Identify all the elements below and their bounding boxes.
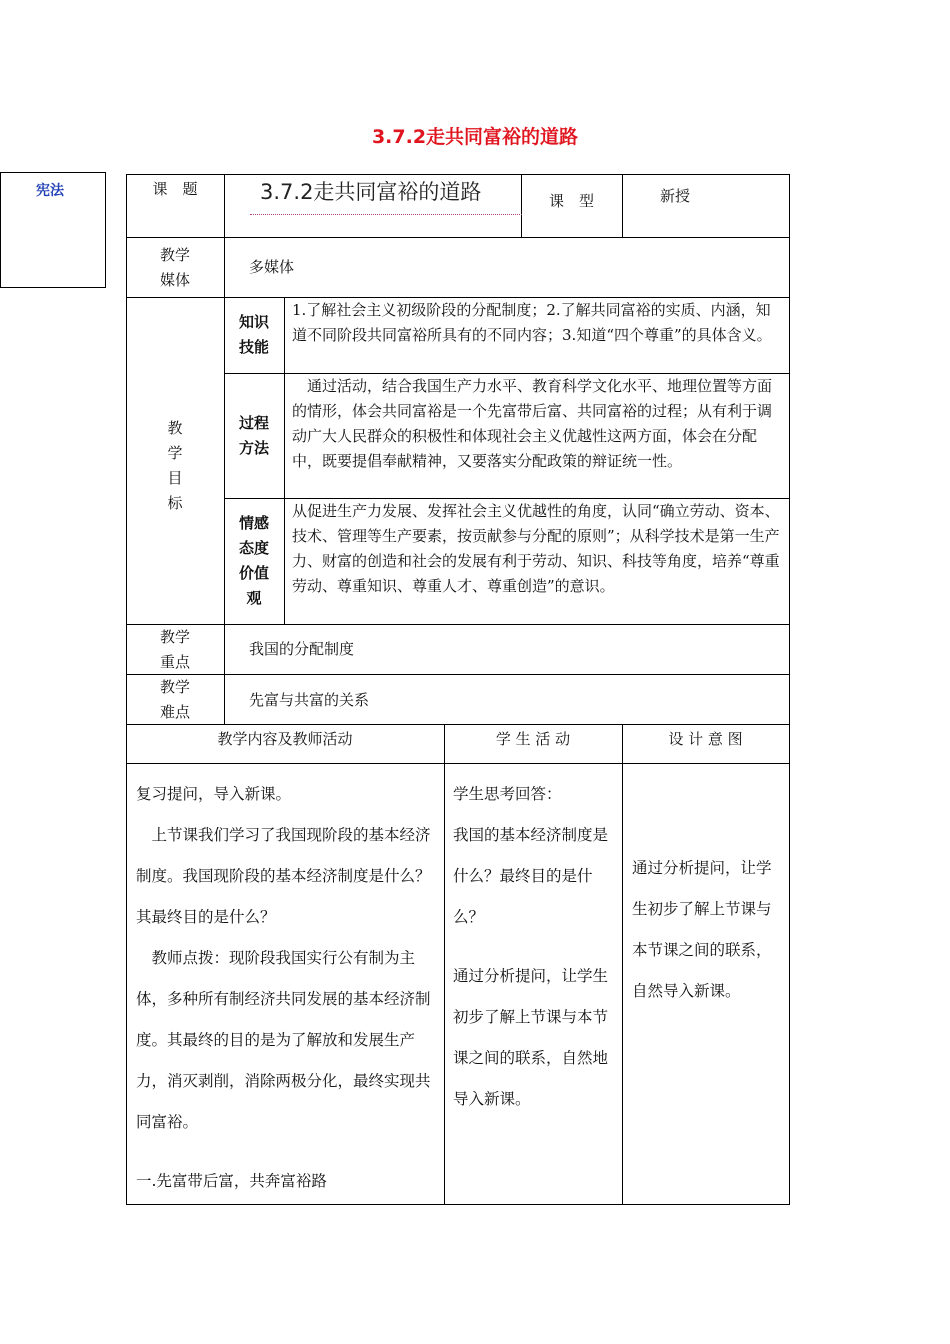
- emotion-text: 从促进生产力发展、发挥社会主义优越性的角度，认同“确立劳动、资本、技术、管理等生产要素，按贡献参与分配的原则”；从科学技术是第一生产力、财富的创造和社会的发展有利于劳动、知识、科技等角度，培养“尊重劳动、尊重知识、尊重人才、尊重创造”的意识。: [292, 502, 780, 595]
- lesson-type-value: 新授: [660, 187, 691, 205]
- design-content: [632, 848, 782, 1012]
- media-value: 多媒体: [249, 258, 295, 276]
- media-label: 教学 媒体: [159, 246, 190, 289]
- student-p3: 通过分析提问，让学生初步了解上节课与本节课之间的联系，自然地导入新课。: [453, 967, 609, 1108]
- side-label-box: [0, 172, 106, 288]
- emotion-label: 情感 态度 价值 观: [238, 514, 269, 607]
- knowledge-text: 1.了解社会主义初级阶段的分配制度；2.了解共同富裕的实质、内涵，知道不同阶段共同富裕所具有的不同内容；3.知道“四个尊重”的具体含义。: [292, 301, 772, 344]
- header-teacher: 教学内容及教师活动: [217, 730, 353, 748]
- side-label: 宪法: [36, 183, 64, 199]
- page-title: 3.7.2走共同富裕的道路: [371, 126, 579, 148]
- teacher-p4: 一.先富带后富，共奔富裕路: [136, 1172, 327, 1190]
- teacher-p3: 教师点拨：现阶段我国实行公有制为主体，多种所有制经济共同发展的基本经济制度。其最终的目的是为了解放和发展生产力，消灭剥削，消除两极分化，最终实现共同富裕。: [136, 949, 431, 1131]
- header-design: 设 计 意 图: [668, 730, 743, 748]
- teacher-p2: 上节课我们学习了我国现阶段的基本经济制度。我国现阶段的基本经济制度是什么？其最终目的是什么？: [136, 826, 431, 926]
- difficulty-label: 教学 难点: [159, 678, 190, 721]
- student-p1: 学生思考回答：: [453, 785, 562, 803]
- process-text: 通过活动，结合我国生产力水平、教育科学文化水平、地理位置等方面的情形，体会共同富裕是一个先富带后富、共同富裕的过程；从有利于调动广大人民群众的积极性和体现社会主义优越性这两方面，体会在分配中，既要提倡奉献精神，又要落实分配政策的辩证统一性。: [292, 377, 773, 470]
- header-student: 学 生 活 动: [495, 730, 571, 748]
- objectives-label: 教 学 目 标: [167, 419, 183, 512]
- lesson-title: 3.7.2走共同富裕的道路: [250, 177, 522, 215]
- teacher-content: [136, 774, 438, 1202]
- student-p2: 我国的基本经济制度是什么？最终目的是什么？: [453, 826, 609, 926]
- key-point-value: 我国的分配制度: [249, 640, 355, 658]
- process-label: 过程 方法: [238, 414, 269, 457]
- knowledge-label: 知识 技能: [238, 313, 269, 356]
- student-content: [453, 774, 617, 1120]
- key-point-label: 教学 重点: [159, 628, 190, 671]
- difficulty-value: 先富与共富的关系: [249, 691, 370, 709]
- lesson-label: 课 题: [152, 180, 198, 198]
- teacher-p1: 复习提问，导入新课。: [136, 785, 292, 803]
- design-p1: 通过分析提问，让学生初步了解上节课与本节课之间的联系，自然导入新课。: [632, 859, 772, 1000]
- lesson-type-label: 课 型: [548, 192, 594, 210]
